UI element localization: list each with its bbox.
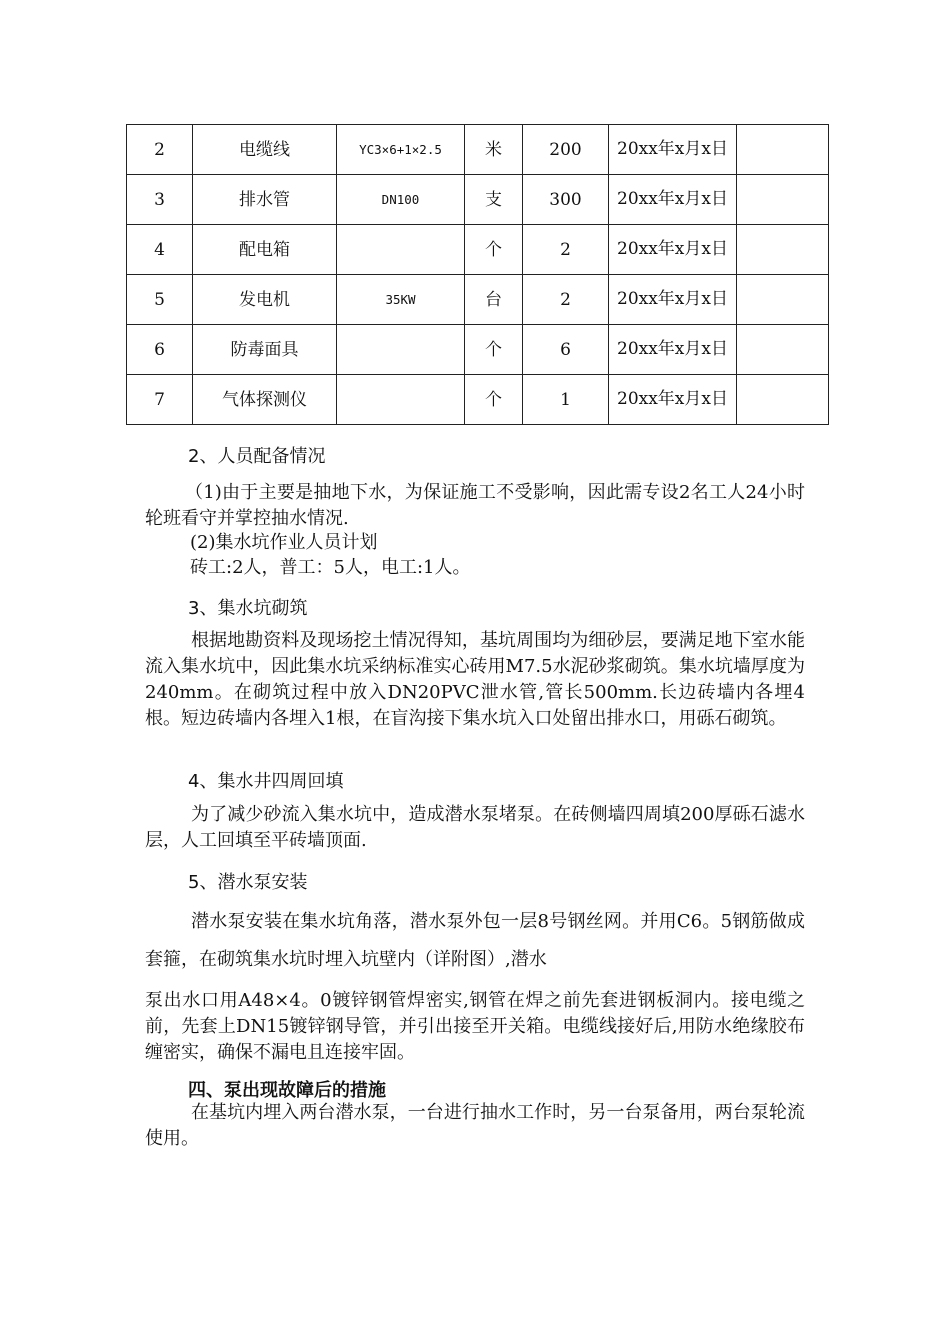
item-note [737, 275, 829, 325]
row-number: 7 [127, 375, 193, 425]
row-number: 4 [127, 225, 193, 275]
item-date: 20xx年x月x日 [609, 325, 737, 375]
item-quantity: 2 [523, 225, 609, 275]
table-row [127, 175, 829, 225]
item-unit: 米 [465, 125, 523, 175]
equipment-table [126, 124, 829, 425]
section-heading: 3、集水坑砌筑 [188, 598, 308, 619]
item-spec [337, 375, 465, 425]
item-unit: 台 [465, 275, 523, 325]
row-number: 2 [127, 125, 193, 175]
item-name: 防毒面具 [193, 325, 337, 375]
item-note [737, 375, 829, 425]
item-note [737, 175, 829, 225]
item-date: 20xx年x月x日 [609, 375, 737, 425]
item-name: 气体探测仪 [193, 375, 337, 425]
item-quantity: 1 [523, 375, 609, 425]
paragraph: 为了减少砂流入集水坑中，造成潜水泵堵泵。在砖侧墙四周填200厚砾石滤水层，人工回填至平砖墙顶面. [145, 804, 805, 851]
row-number: 6 [127, 325, 193, 375]
item-spec: DN100 [337, 175, 465, 225]
item-quantity: 6 [523, 325, 609, 375]
paragraph: 砖工:2人，普工：5人，电工:1人。 [190, 557, 471, 578]
item-spec [337, 325, 465, 375]
item-note [737, 225, 829, 275]
paragraph: （1)由于主要是抽地下水，为保证施工不受影响，因此需专设2名工人24小时轮班看守并掌控抽水情况. [145, 482, 805, 529]
row-number: 5 [127, 275, 193, 325]
section-heading: 四、泵出现故障后的措施 [188, 1080, 386, 1101]
item-spec: YC3×6+1×2.5 [337, 125, 465, 175]
item-date: 20xx年x月x日 [609, 225, 737, 275]
paragraph: 在基坑内埋入两台潜水泵，一台进行抽水工作时，另一台泵备用，两台泵轮流使用。 [145, 1102, 805, 1149]
item-unit: 个 [465, 375, 523, 425]
paragraph: (2)集水坑作业人员计划 [190, 532, 378, 553]
item-date: 20xx年x月x日 [609, 125, 737, 175]
item-note [737, 125, 829, 175]
item-unit: 个 [465, 225, 523, 275]
item-spec: 35KW [337, 275, 465, 325]
item-quantity: 300 [523, 175, 609, 225]
section-heading: 4、集水井四周回填 [188, 771, 344, 792]
paragraph: 根据地勘资料及现场挖土情况得知，基坑周围均为细砂层，要满足地下室水能流入集水坑中，因此集水坑采纳标准实心砖用M7.5水泥砂浆砌筑。集水坑墙厚度为240mm。在砌筑过程中放入DN20PVC泄水管,管长500mm.长边砖墙内各埋4根。短边砖墙内各埋入1根，在盲沟接下集水坑入口处留出排水口，用砾石砌筑。 [145, 630, 805, 729]
paragraph: 潜水泵安装在集水坑角落，潜水泵外包一层8号钢丝网。并用C6。5钢筋做成套箍，在砌筑集水坑时埋入坑壁内（详附图）,潜水 [145, 911, 805, 970]
item-name: 电缆线 [193, 125, 337, 175]
row-number: 3 [127, 175, 193, 225]
item-spec [337, 225, 465, 275]
item-date: 20xx年x月x日 [609, 175, 737, 225]
table-row [127, 225, 829, 275]
table-row [127, 275, 829, 325]
item-quantity: 200 [523, 125, 609, 175]
item-date: 20xx年x月x日 [609, 275, 737, 325]
item-name: 排水管 [193, 175, 337, 225]
item-quantity: 2 [523, 275, 609, 325]
paragraph: 泵出水口用A48×4。0镀锌钢管焊密实,钢管在焊之前先套进钢板洞内。接电缆之前，先套上DN15镀锌钢导管，并引出接至开关箱。电缆线接好后,用防水绝缘胶布缠密实，确保不漏电且连接牢固。 [145, 990, 805, 1063]
table-row [127, 325, 829, 375]
table-row [127, 125, 829, 175]
item-unit: 支 [465, 175, 523, 225]
section-heading: 5、潜水泵安装 [188, 872, 308, 893]
item-name: 配电箱 [193, 225, 337, 275]
item-note [737, 325, 829, 375]
table-row [127, 375, 829, 425]
item-name: 发电机 [193, 275, 337, 325]
section-heading: 2、人员配备情况 [188, 446, 326, 467]
item-unit: 个 [465, 325, 523, 375]
